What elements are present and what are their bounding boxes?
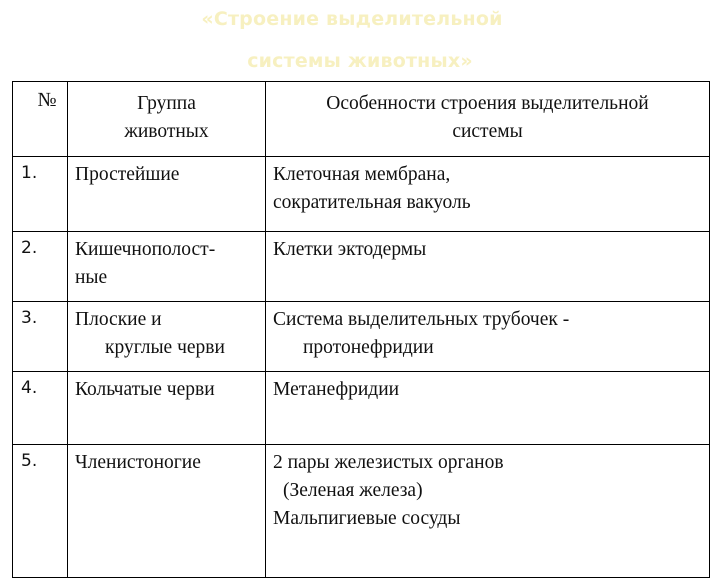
row-features <box>266 302 710 372</box>
excretory-systems-table <box>12 81 710 578</box>
row-features <box>266 372 710 445</box>
table-row <box>13 445 710 578</box>
row-number: 5. <box>13 445 68 578</box>
table-row <box>13 372 710 445</box>
row-features-line: протонефридии <box>303 337 434 358</box>
row-features-line: Клеточная мембрана, <box>273 164 451 185</box>
header-features-line-1: Особенности строения выделительной <box>326 93 649 114</box>
row-group <box>68 445 266 578</box>
table-row <box>13 232 710 302</box>
row-group <box>68 302 266 372</box>
row-group-line: ные <box>75 267 108 288</box>
row-group-line: Кольчатые черви <box>75 379 215 400</box>
header-number: № <box>13 82 68 157</box>
row-features-line: Мальпигиевые сосуды <box>273 508 461 529</box>
row-group-line: круглые черви <box>105 337 225 358</box>
row-group-line: Простейшие <box>75 164 180 185</box>
row-features-line: сократительная вакуоль <box>273 192 471 213</box>
row-features <box>266 445 710 578</box>
row-group <box>68 372 266 445</box>
row-features-line: (Зеленая железа) <box>283 480 423 501</box>
row-features-line: Система выделительных трубочек - <box>273 309 570 330</box>
row-number: 1. <box>13 157 68 232</box>
slide-title-line-1: «Строение выделительной <box>201 8 503 30</box>
row-group <box>68 157 266 232</box>
header-group-line-1: Группа <box>137 93 196 114</box>
header-features-line-2: системы <box>452 121 523 142</box>
row-features-line: 2 пары железистых органов <box>273 452 504 473</box>
row-number: 4. <box>13 372 68 445</box>
row-features-line: Клетки эктодермы <box>273 239 427 260</box>
row-number: 3. <box>13 302 68 372</box>
header-group-line-2: животных <box>124 121 209 142</box>
row-group-line: Плоские и <box>75 309 162 330</box>
table-row <box>13 302 710 372</box>
row-features-line: Метанефридии <box>273 379 400 400</box>
row-group <box>68 232 266 302</box>
slide-title-line-2: системы животных» <box>247 50 473 72</box>
header-features <box>266 82 710 157</box>
row-group-line: Членистоногие <box>75 452 201 473</box>
row-group-line: Кишечнополост- <box>75 239 216 260</box>
row-number: 2. <box>13 232 68 302</box>
row-features <box>266 232 710 302</box>
table-row <box>13 157 710 232</box>
table-header-row <box>13 82 710 157</box>
header-group <box>68 82 266 157</box>
row-features <box>266 157 710 232</box>
